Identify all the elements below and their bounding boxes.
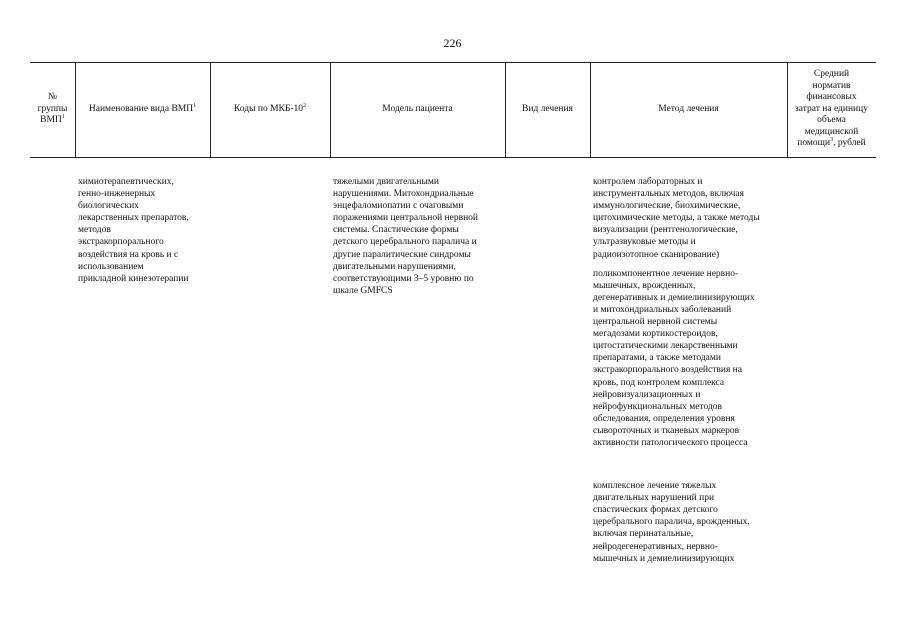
text-line: сывороточных и тканевых маркеров [593,425,740,436]
text-line: визуализации (рентгенологические, [593,225,738,236]
text-line: мышечных, врожденных, [593,280,696,291]
text-line: экстракорпорального [78,237,164,248]
text-line: химиотерапевтических, [78,177,174,187]
text-line: цитостатическими лекарственными [593,341,738,352]
footnote-mark: 2 [303,102,307,109]
method-block-complex [593,480,760,565]
text-line: инструментальных методов, включая [593,189,744,200]
text-line: лекарственных препаратов, [78,213,189,224]
text-line: двигательных нарушений при [593,493,715,504]
text-line: нейровизуализационных и [593,389,701,400]
text-line: кровь, под контролем комплекса [593,377,725,388]
footnote-mark: 3 [830,137,834,144]
text-line: генно-инженерных [78,189,156,200]
text-line: обследования, определения уровня [593,413,735,424]
footnote-mark: 1 [193,102,197,109]
text-line: спастических формах детского [593,505,718,516]
page-number: 226 [443,36,462,50]
text-line: и митохондриальных заболеваний [593,304,732,315]
header-treatment-type [505,62,590,157]
header-group-label: № группы ВМП [37,92,68,126]
text-line: методов [78,225,111,236]
text-line: детского церебрального паралича и [333,237,477,248]
text-line: нейрофункциональных методов [593,401,723,412]
text-line: иммунологические, биохимические, [593,201,741,212]
header-icd-label: Коды по МКБ-10 [233,103,304,114]
footnote-mark: 1 [61,114,65,121]
text-line: двигательными нарушениями, [333,261,456,272]
text-line: комплексное лечение тяжелых [593,481,717,492]
text-line: радиоизотопное сканирование) [593,249,720,260]
text-line: тяжелыми двигательными [333,177,439,187]
method-block-control [593,176,760,261]
text-line: цитохимические методы, а также методы [593,213,760,224]
text-line: другие паралитические синдромы [333,249,471,260]
header-vmp-name [75,62,210,157]
text-line: экстракорпорального воздействия на [593,365,742,376]
text-line: шкале GMFCS [333,285,393,296]
header-treatment-method [590,62,787,157]
text-line: биологических [78,201,139,212]
treatment-method-cell [593,176,760,565]
text-line: поликомпонентное лечение нервно- [593,268,739,279]
header-method-label: Метод лечения [658,103,719,114]
text-line: мышечных и демиелинизирующих [593,553,735,564]
header-bottom-rule [30,157,876,158]
header-treatment-label: Вид лечения [522,103,573,114]
header-cost-suffix: , рублей [833,138,866,149]
header-cost-label: Средний норматив финансовых затрат на единицу объема медицинской помощи [795,69,868,149]
text-line: дегенеративных и демиелинизирующих [593,292,755,303]
header-cost-norm [787,62,876,157]
text-line: препаратами, а также методами [593,353,721,364]
header-icd-codes [210,62,330,157]
text-line: воздействия на кровь и с [78,249,179,260]
text-line: церебрального паралича, врожденных, [593,517,750,528]
header-patient-label: Модель пациента [382,103,453,114]
text-line: ультразвуковые методы и [593,237,696,248]
text-line: включая перинатальные, [593,529,694,540]
vmp-name-cell [78,176,189,285]
text-line: поражениями центральной нервной [333,213,478,224]
header-group-number [30,62,75,157]
header-patient-model [330,62,505,157]
method-block-polycomponent [593,268,760,449]
text-line: центральной нервной системы [593,317,718,328]
text-line: системы. Спастические формы [333,225,459,236]
text-line: соответствующими 3–5 уровню по [333,273,474,284]
text-line: мегадозами кортикостероидов, [593,329,718,340]
text-line: использованием [78,261,144,272]
text-line: нейродегенеративных, нервно- [593,541,718,552]
text-line: энцефаломиопатии с очаговыми [333,201,464,212]
text-line: нарушениями. Митохондриальные [333,189,474,200]
text-line: активности патологического процесса [593,437,748,448]
text-line: прикладной кинезотерапии [78,273,189,284]
header-name-label: Наименование вида ВМП [88,103,194,114]
patient-model-cell [333,176,478,297]
text-line: контролем лабораторных и [593,177,703,187]
